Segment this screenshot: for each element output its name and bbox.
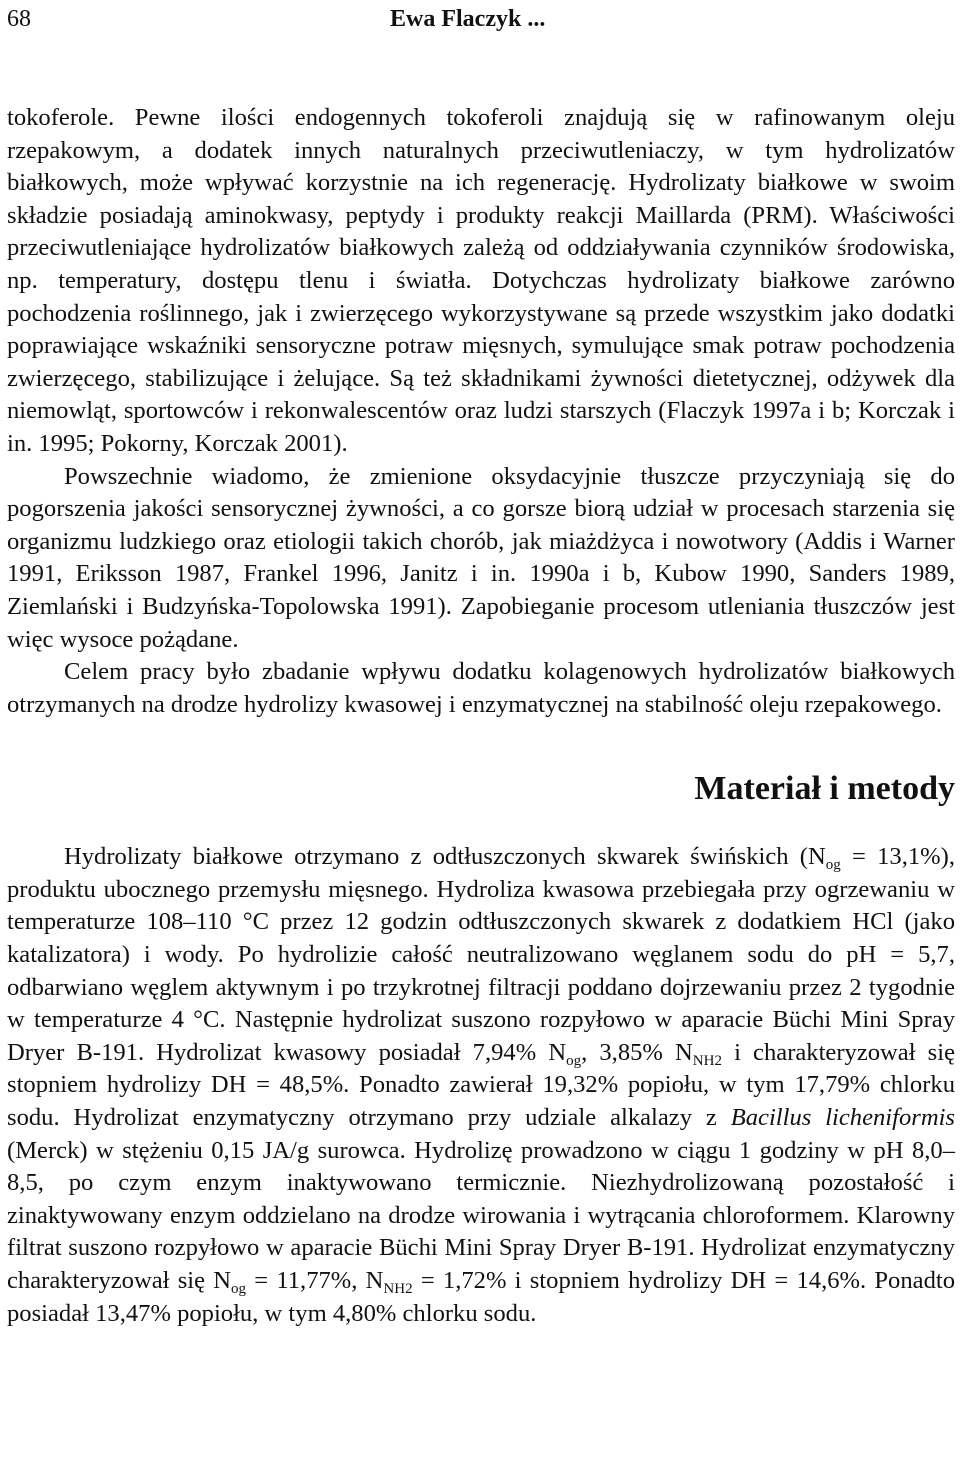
methods-text: = 11,77%, N — [246, 1267, 384, 1294]
paragraph-intro: tokoferole. Pewne ilości endogennych tokoferoli znajdują się w rafinowanym oleju rzepakowym, a dodatek innych naturalnych przeciwutleniaczy, w tym hydrolizatów białkowych, może wpływać korzystnie na ich regenerację. Hydrolizaty białkowe w swoim składzie posiadają aminokwasy, peptydy i produkty reakcji Maillarda (PRM). Właściwości przeciwutleniające hydrolizatów białkowych zależą od oddziaływania czynników środowiska, np. temperatury, dostępu tlenu i światła. Dotychczas hydrolizaty białkowe zarówno pochodzenia roślinnego, jak i zwierzęcego wykorzystywane są przede wszystkim jako dodatki poprawiające wskaźniki sensoryczne potraw mięsnych, symulujące smak potraw pochodzenia zwierzęcego, stabilizujące i żelujące. Są też składnikami żywności dietetycznej, odżywek dla niemowląt, sportowców i rekonwalescentów oraz ludzi starszych (Flaczyk 1997a i b; Korczak i in. 1995; Pokorny, Korczak 2001). — [7, 104, 955, 457]
paragraph-aim: Celem pracy było zbadanie wpływu dodatku kolagenowych hydrolizatów białkowych otrzymanych na drodze hydrolizy kwasowej i enzymatycznej na stabilność oleju rzepakowego. — [7, 658, 955, 718]
subscript: NH2 — [383, 1281, 413, 1297]
species-name: Bacillus licheniformis — [730, 1104, 955, 1132]
methods-text: i charakteryzował się stopniem hydrolizy DH = 48,5%. Ponadto zawierał 19,32% popiołu, w tym 17,79% chlorku sodu. Hydrolizat enzymatyczny otrzymano przy udziale alkalazy z — [7, 1038, 956, 1132]
running-head: Ewa Flaczyk ... — [390, 6, 546, 32]
page-number: 68 — [7, 6, 31, 32]
subscript: NH2 — [692, 1052, 722, 1069]
subscript: og — [825, 857, 841, 874]
document-page — [7, 0, 955, 1330]
methods-text: = 13,1%), produktu ubocznego przemysłu mięsnego. Hydroliza kwasowa przebiegała przy ogrzewaniu w temperaturze 108–110 °C przez 12 godzin odtłuszczonych skwarek z dodatkiem HCl (jako katalizatora) i wody. Po hydrolizie całość neutralizowano węglanem sodu do pH = 5,7, odbarwiano węglem aktywnym i po trzykrotnej filtracji poddano dojrzewaniu przez 2 tygodnie w temperaturze 4 °C. Następnie hydrolizat suszono rozpyłowo w aparacie Büchi Mini Spray Dryer B-191. Hydrolizat kwasowy posiadał 7,94% N — [7, 843, 955, 1066]
methods-text: Hydrolizaty białkowe otrzymano z odtłuszczonych skwarek świńskich (N — [64, 843, 826, 871]
section-heading: Materiał i metody — [694, 770, 955, 808]
body-text — [7, 102, 955, 1330]
methods-text: = 1,72% i stopniem hydrolizy DH = 14,6%. Ponadto posiadał 13,47% popiołu, w tym 4,80% chlorku sodu. — [7, 1267, 955, 1327]
subscript: og — [231, 1281, 247, 1297]
subscript: og — [566, 1052, 582, 1069]
methods-text: , 3,85% N — [581, 1038, 693, 1066]
paragraph-methods — [7, 841, 955, 1330]
page-header — [7, 0, 955, 38]
methods-text: (Merck) w stężeniu 0,15 JA/g surowca. Hydrolizę prowadzono w ciągu 1 godziny w pH 8,0–8,5, po czym enzym inaktywowano termicznie. Niezhydrolizowaną pozostałość i zinaktywowany enzym oddzielano na drodze wirowania i wytrącania chloroformem. Klarowny filtrat suszono rozpyłowo w aparacie Büchi Mini Spray Dryer B-191. Hydrolizat enzymatyczny charakteryzował się N — [7, 1136, 955, 1294]
paragraph-oxidation: Powszechnie wiadomo, że zmienione oksydacyjnie tłuszcze przyczyniają się do pogorszenia jakości sensorycznej żywności, a co gorsze biorą udział w procesach starzenia się organizmu ludzkiego oraz etiologii takich chorób, jak miażdżyca i nowotwory (Addis i Warner 1991, Eriksson 1987, Frankel 1996, Janitz i in. 1990a i b, Kubow 1990, Sanders 1989, Ziemlański i Budzyńska-Topolowska 1991). Zapobieganie procesom utleniania tłuszczów jest więc wysoce pożądane. — [7, 462, 955, 653]
